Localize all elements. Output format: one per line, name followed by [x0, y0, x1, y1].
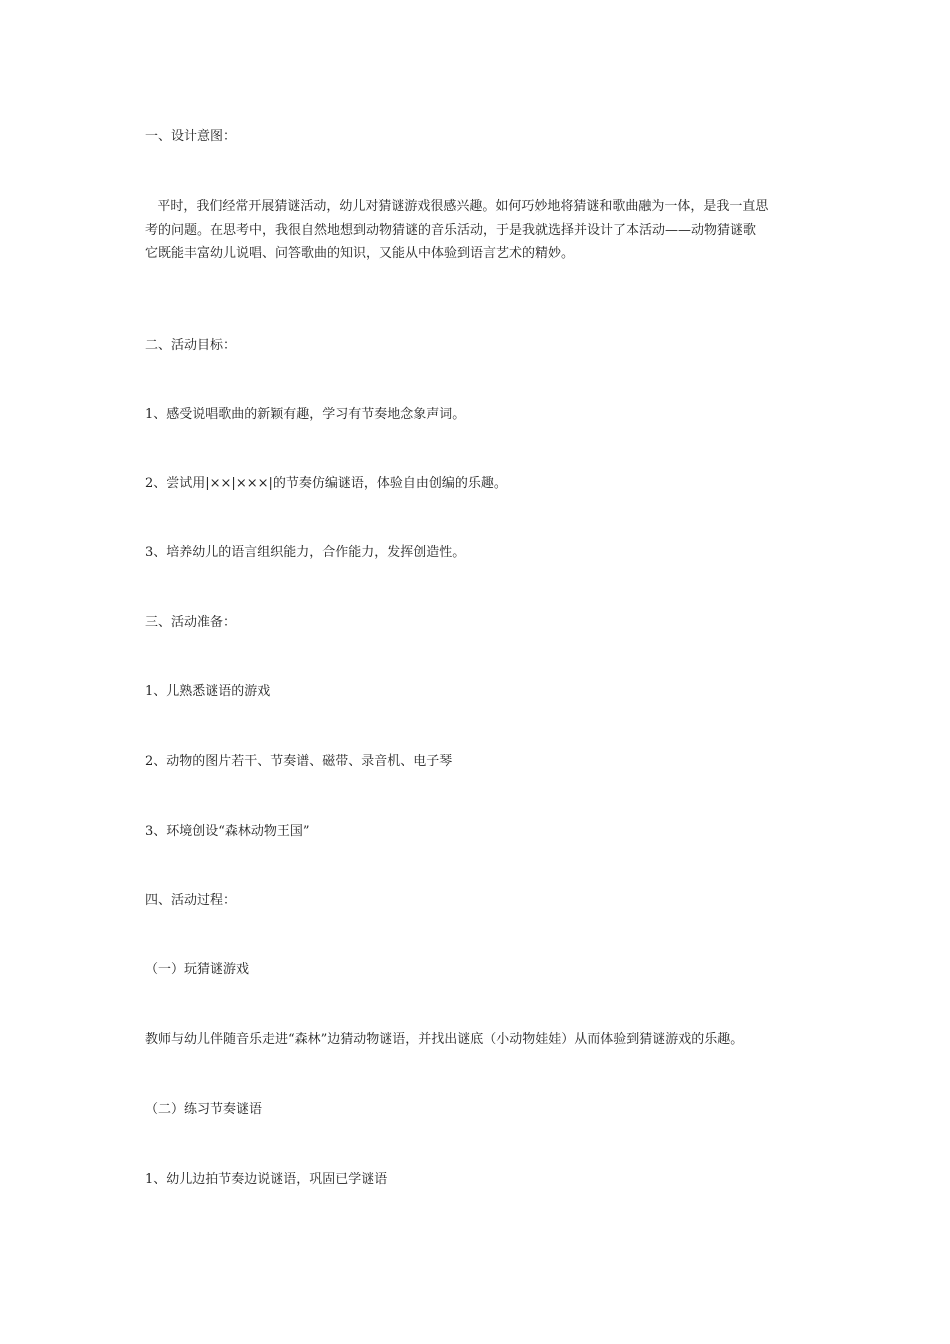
step-heading-1: （一）玩猜谜游戏 [145, 962, 250, 977]
prep-item-1: 1、儿熟悉谜语的游戏 [145, 684, 271, 699]
section-heading-design-intent: 一、设计意图： [145, 129, 237, 144]
section-heading-goals: 二、活动目标： [145, 338, 237, 353]
section-heading-preparation: 三、活动准备： [145, 615, 237, 630]
intro-line-2: 考的问题。在思考中，我很自然地想到动物猜谜的音乐活动，于是我就选择并设计了本活动——动物猜谜歌 [145, 222, 757, 238]
intro-line-1: 平时，我们经常开展猜谜活动，幼儿对猜谜游戏很感兴趣。如何巧妙地将猜谜和歌曲融为一体，是我一直思 [145, 199, 769, 214]
prep-item-2: 2、动物的图片若干、节奏谱、磁带、录音机、电子琴 [145, 754, 453, 769]
step-1-body: 教师与幼儿伴随音乐走进“森林”边猜动物谜语，并找出谜底（小动物娃娃）从而体验到猜谜游戏的乐趣。 [145, 1032, 744, 1047]
step-heading-2: （二）练习节奏谜语 [145, 1102, 263, 1117]
goal-item-3: 3、培养幼儿的语言组织能力，合作能力，发挥创造性。 [145, 545, 466, 560]
goal-item-2: 2、尝试用|××|×××|的节奏仿编谜语，体验自由创编的乐趣。 [145, 476, 507, 491]
intro-line-3: 它既能丰富幼儿说唱、问答歌曲的知识，又能从中体验到语言艺术的精妙。 [145, 246, 575, 261]
prep-item-3: 3、环境创设“森林动物王国” [145, 824, 310, 839]
step-2-item-1: 1、幼儿边拍节奏边说谜语，巩固已学谜语 [145, 1172, 388, 1187]
section-heading-process: 四、活动过程： [145, 893, 237, 908]
goal-item-1: 1、感受说唱歌曲的新颖有趣，学习有节奏地念象声词。 [145, 407, 466, 422]
intro-paragraph [145, 195, 815, 266]
